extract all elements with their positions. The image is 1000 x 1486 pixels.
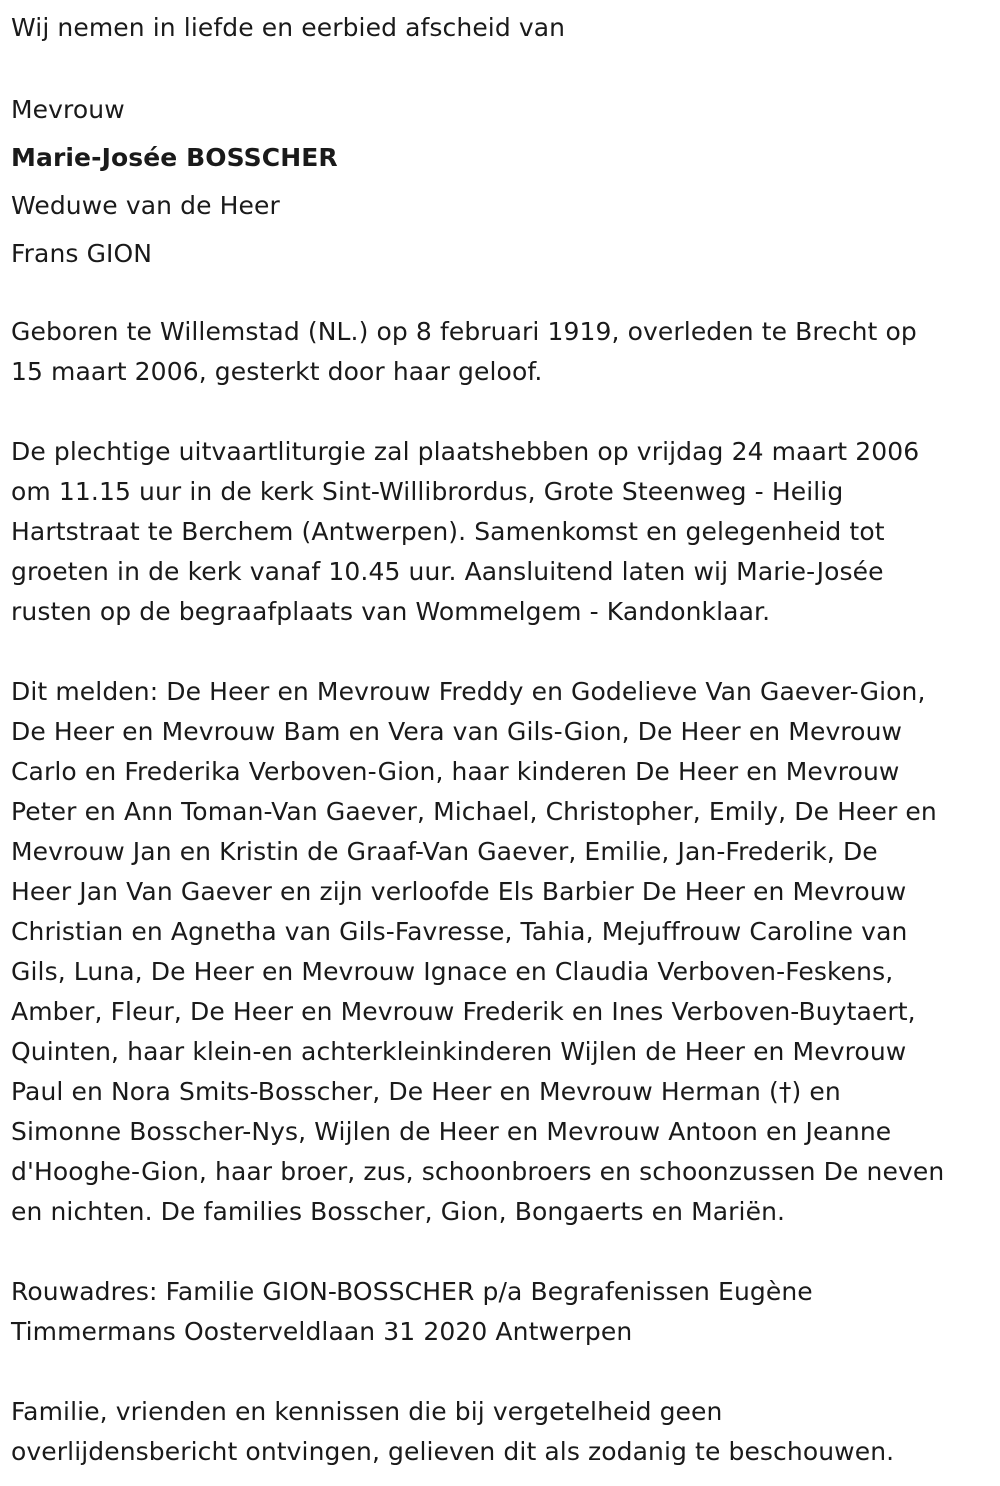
ceremony-paragraph <box>11 432 1000 632</box>
paragraph-line: Simonne Bosscher-Nys, Wijlen de Heer en Mevrouw Antoon en Jeanne <box>11 1117 892 1146</box>
address-paragraph <box>11 1272 1000 1352</box>
paragraph-line: Paul en Nora Smits-Bosscher, De Heer en Mevrouw Herman (†) en <box>11 1077 841 1106</box>
relation-text: Weduwe van de Heer <box>11 191 280 220</box>
paragraph-line: Gils, Luna, De Heer en Mevrouw Ignace en Claudia Verboven-Feskens, <box>11 957 894 986</box>
paragraph-line: Amber, Fleur, De Heer en Mevrouw Frederik en Ines Verboven-Buytaert, <box>11 997 916 1026</box>
spacer <box>11 1232 1000 1272</box>
birth-death-paragraph <box>11 312 1000 392</box>
announcers-paragraph <box>11 672 1000 1232</box>
paragraph-line: Heer Jan Van Gaever en zijn verloofde Els Barbier De Heer en Mevrouw <box>11 877 907 906</box>
paragraph-line: Rouwadres: Familie GION-BOSSCHER p/a Begrafenissen Eugène <box>11 1277 813 1306</box>
closing-paragraph <box>11 1392 1000 1472</box>
paragraph-line: d'Hooghe-Gion, haar broer, zus, schoonbroers en schoonzussen De neven <box>11 1157 945 1186</box>
paragraph-line: Peter en Ann Toman-Van Gaever, Michael, Christopher, Emily, De Heer en <box>11 797 937 826</box>
paragraph-line: 15 maart 2006, gesterkt door haar geloof. <box>11 357 543 386</box>
paragraph-line: Dit melden: De Heer en Mevrouw Freddy en Godelieve Van Gaever-Gion, <box>11 677 926 706</box>
spacer <box>11 278 1000 312</box>
paragraph-line: overlijdensbericht ontvingen, gelieven dit als zodanig te beschouwen. <box>11 1437 895 1466</box>
paragraph-line: De Heer en Mevrouw Bam en Vera van Gils-Gion, De Heer en Mevrouw <box>11 717 903 746</box>
spacer <box>11 52 1000 86</box>
paragraph-line: Carlo en Frederika Verboven-Gion, haar kinderen De Heer en Mevrouw <box>11 757 900 786</box>
paragraph-line: groeten in de kerk vanaf 10.45 uur. Aansluitend laten wij Marie-Josée <box>11 557 884 586</box>
spacer <box>11 1352 1000 1392</box>
paragraph-line: en nichten. De families Bosscher, Gion, Bongaerts en Mariën. <box>11 1197 786 1226</box>
spouse-name: Frans GION <box>11 239 153 268</box>
paragraph-line: De plechtige uitvaartliturgie zal plaatshebben op vrijdag 24 maart 2006 <box>11 437 920 466</box>
spacer <box>11 632 1000 672</box>
paragraph-line: Familie, vrienden en kennissen die bij vergetelheid geen <box>11 1397 723 1426</box>
paragraph-line: rusten op de begraafplaats van Wommelgem - Kandonklaar. <box>11 597 771 626</box>
paragraph-line: Timmermans Oosterveldlaan 31 2020 Antwerpen <box>11 1317 633 1346</box>
paragraph-line: Quinten, haar klein-en achterkleinkinderen Wijlen de Heer en Mevrouw <box>11 1037 907 1066</box>
deceased-name: Marie-Josée BOSSCHER <box>11 143 338 172</box>
paragraph-line: Hartstraat te Berchem (Antwerpen). Samenkomst en gelegenheid tot <box>11 517 885 546</box>
paragraph-line: Geboren te Willemstad (NL.) op 8 februari 1919, overleden te Brecht op <box>11 317 917 346</box>
paragraph-line: om 11.15 uur in de kerk Sint-Willibrordus, Grote Steenweg - Heilig <box>11 477 844 506</box>
spacer <box>11 392 1000 432</box>
title-text: Mevrouw <box>11 95 125 124</box>
paragraph-line: Christian en Agnetha van Gils-Favresse, Tahia, Mejuffrouw Caroline van <box>11 917 908 946</box>
paragraph-line: Mevrouw Jan en Kristin de Graaf-Van Gaever, Emilie, Jan-Frederik, De <box>11 837 878 866</box>
intro-text: Wij nemen in liefde en eerbied afscheid van <box>11 13 566 42</box>
